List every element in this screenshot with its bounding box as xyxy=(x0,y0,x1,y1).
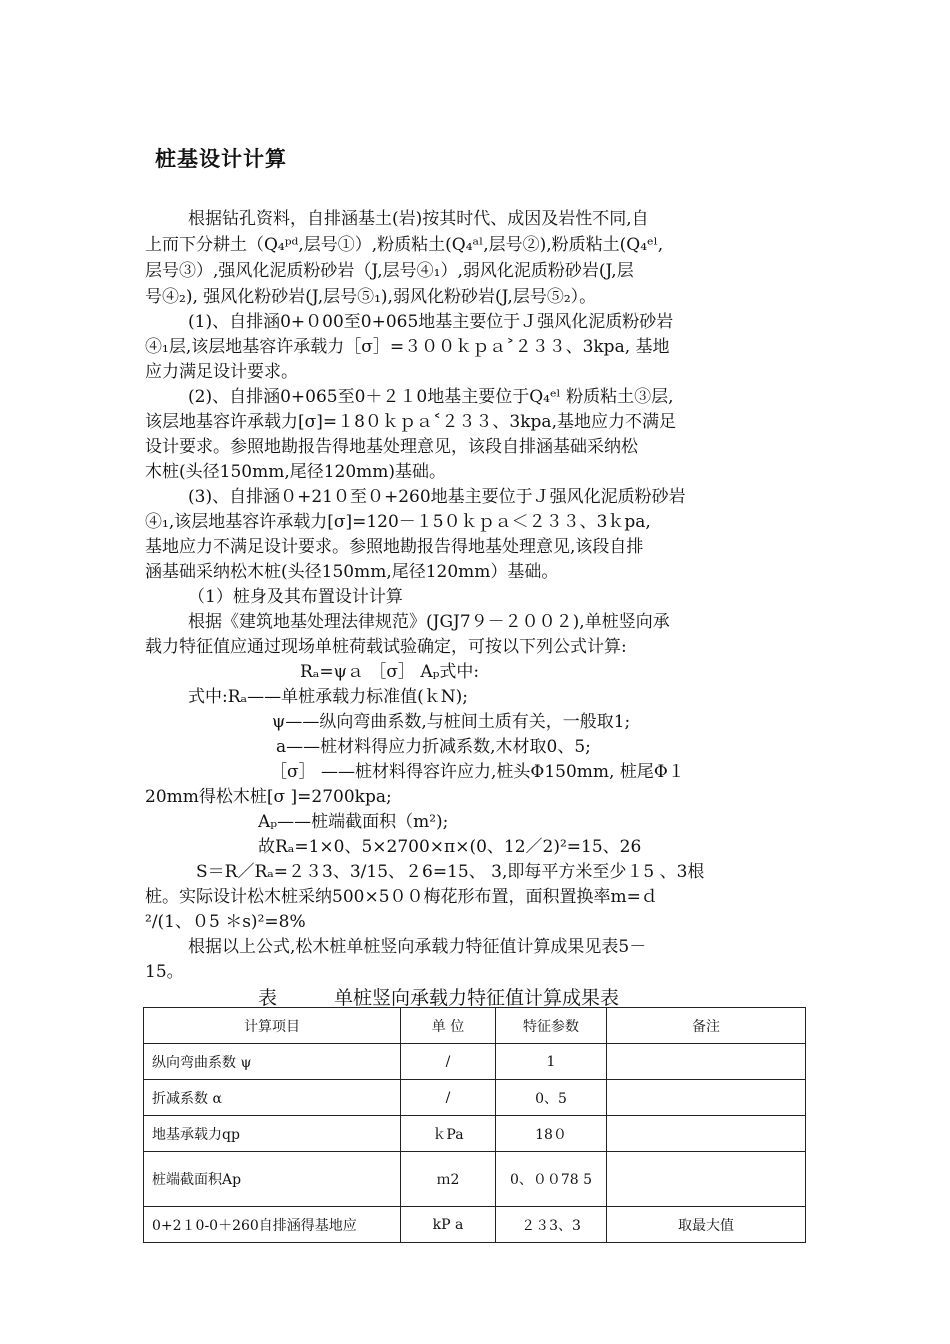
paragraph-line: 根据《建筑地基处理法律规范》(JGJ7９－２００２),单桩竖向承 xyxy=(188,612,670,632)
table-cell xyxy=(607,1152,806,1207)
paragraph-line: 该层地基容许承载力[σ]=１8０ｋｐａ˂２３３、3kpa,基地应力不满足 xyxy=(145,412,676,432)
table-cell: 0+2１0-0＋260自排涵得基地应 xyxy=(144,1207,401,1243)
paragraph-line: 设计要求。参照地勘报告得地基处理意见，该段自排涵基础采纳松 xyxy=(145,437,638,457)
table-cell: 折减系数 α xyxy=(144,1080,401,1116)
table-cell: / xyxy=(401,1044,496,1080)
table-cell: ｍ2 xyxy=(401,1152,496,1207)
table-header-cell: 备注 xyxy=(607,1008,806,1044)
table-cell: 1 xyxy=(496,1044,607,1080)
table-header-cell: 单 位 xyxy=(401,1008,496,1044)
table-cell: ２３3、3 xyxy=(496,1207,607,1243)
paragraph-line: 载力特征值应通过现场单桩荷载试验确定，可按以下列公式计算: xyxy=(145,637,627,657)
table-row xyxy=(144,1080,806,1116)
paragraph-line: ［σ］ ——桩材料得容许应力,桩头Φ150mm, 桩尾Φ１ xyxy=(270,762,685,782)
table-cell: 0、5 xyxy=(496,1080,607,1116)
paragraph-line: ²/(1、０5 ＊s)²=8% xyxy=(145,912,306,932)
table-header-cell: 计算项目 xyxy=(144,1008,401,1044)
table-cell: 桩端截面积Ap xyxy=(144,1152,401,1207)
paragraph-line: 涵基础采纳松木桩(头径150mm,尾径120mm）基础。 xyxy=(145,562,559,582)
paragraph-line: Aₚ——桩端截面积（m²); xyxy=(258,812,449,832)
table-row xyxy=(144,1116,806,1152)
table-cell: 0、００78 5 xyxy=(496,1152,607,1207)
paragraph-line: (1)、自排涵0+０00至0+065地基主要位于Ｊ强风化泥质粉砂岩 xyxy=(188,312,674,332)
document-title: 桩基设计计算 xyxy=(155,147,287,171)
paragraph-line: 层号③）,强风化泥质粉砂岩（J,层号④₁）,弱风化泥质粉砂岩(J,层 xyxy=(145,261,634,281)
paragraph-line: 木桩(头径150mm,尾径120mm)基础。 xyxy=(145,462,447,482)
paragraph-line: (2)、自排涵0+065至0＋２１0地基主要位于Q₄ᵉˡ 粉质粘土③层, xyxy=(188,387,674,407)
table-cell xyxy=(607,1116,806,1152)
paragraph-line: 式中:Rₐ——单桩承载力标准值(ｋN); xyxy=(188,687,468,707)
paragraph-line: 上而下分耕土（Q₄ᵖᵈ,层号①）,粉质粘土(Q₄ᵃˡ,层号②),粉质粘土(Q₄ᵉˡ, xyxy=(145,235,664,255)
table-row xyxy=(144,1207,806,1243)
table-header-cell: 特征参数 xyxy=(496,1008,607,1044)
table-cell: / xyxy=(401,1080,496,1116)
paragraph-line: 20mm得松木桩[σ ]=2700kpa; xyxy=(145,787,392,807)
paragraph-line: 应力满足设计要求。 xyxy=(145,362,298,382)
formula-line: Rₐ=ψａ ［σ］ Aₚ式中: xyxy=(300,662,480,682)
table-cell: 纵向弯曲系数 ψ xyxy=(144,1044,401,1080)
paragraph-line: a——桩材料得应力折减系数,木材取0、5; xyxy=(276,737,591,757)
paragraph-line: 基地应力不满足设计要求。参照地勘报告得地基处理意见,该段自排 xyxy=(145,537,644,557)
paragraph-line: (3)、自排涵０+21０至０+260地基主要位于Ｊ强风化泥质粉砂岩 xyxy=(188,487,686,507)
result-table xyxy=(143,1007,806,1243)
table-row xyxy=(144,1152,806,1207)
paragraph-line: ④₁,该层地基容许承载力[σ]=120－１5０ｋｐａ＜２３３、3ｋpa, xyxy=(145,512,651,532)
paragraph-line: ψ——纵向弯曲系数,与桩间土质有关，一般取1; xyxy=(272,712,631,732)
table-cell xyxy=(607,1044,806,1080)
table-cell: 地基承载力qp xyxy=(144,1116,401,1152)
paragraph-line: 号④₂), 强风化粉砂岩(J,层号⑤₁),弱风化粉砂岩(J,层号⑤₂）。 xyxy=(145,287,597,307)
table-cell: ｋPa xyxy=(401,1116,496,1152)
section-heading: （1）桩身及其布置设计计算 xyxy=(188,587,403,607)
paragraph-line: ④₁层,该层地基容许承载力［σ］=３００ｋｐａ˃２３３、3kpa, 基地 xyxy=(145,337,670,357)
table-cell xyxy=(607,1080,806,1116)
paragraph-line: 15。 xyxy=(145,962,184,982)
paragraph-line: S＝R／Rₐ=２３3、3/15、２6=15、 3,即每平方米至少１5 、3根 xyxy=(196,862,705,882)
table-cell: 取最大值 xyxy=(607,1207,806,1243)
table-cell: kP a xyxy=(401,1207,496,1243)
table-cell: 18０ xyxy=(496,1116,607,1152)
paragraph-line: 根据钻孔资料，自排涵基土(岩)按其时代、成因及岩性不同,自 xyxy=(188,209,649,229)
table-row xyxy=(144,1044,806,1080)
formula-line: 故Rₐ=1×0、5×2700×π×(0、12／2)²=15、26 xyxy=(258,837,642,857)
table-header-row xyxy=(144,1008,806,1044)
table-caption: 表 单桩竖向承载力特征值计算成果表 xyxy=(258,987,620,1009)
paragraph-line: 桩。实际设计松木桩采纳500×5００梅花形布置，面积置换率m=ｄ xyxy=(145,887,658,907)
paragraph-line: 根据以上公式,松木桩单桩竖向承载力特征值计算成果见表5－ xyxy=(188,937,647,957)
